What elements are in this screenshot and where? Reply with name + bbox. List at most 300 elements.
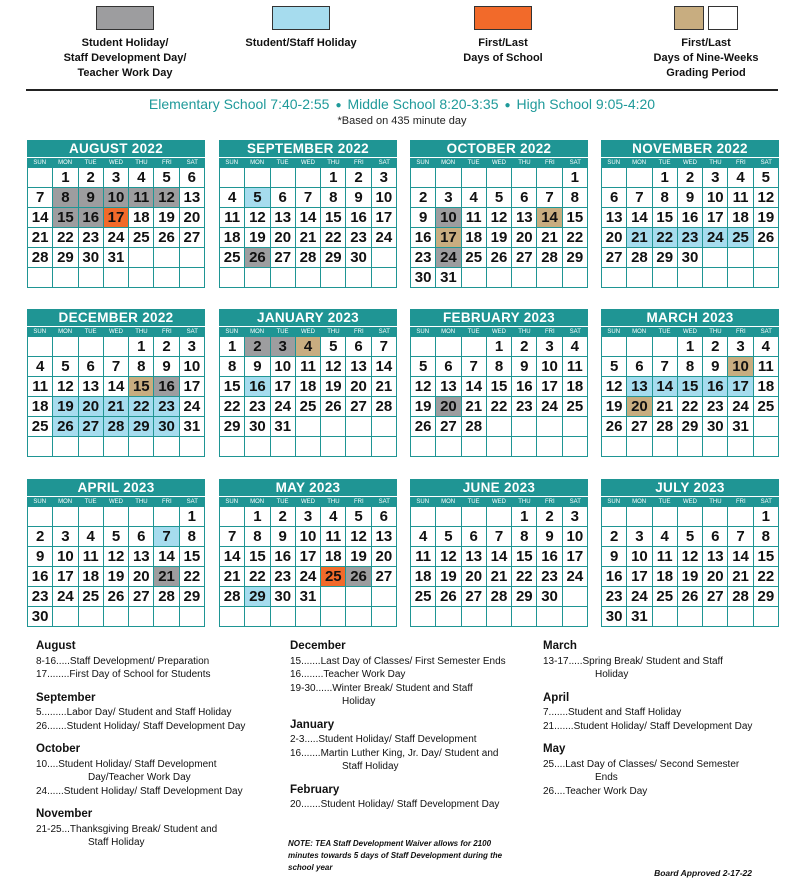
weekday-label: FRI — [736, 329, 746, 335]
calendar-empty-cell — [602, 507, 627, 527]
weekday-label: SUN — [33, 329, 47, 335]
calendar-empty-cell — [220, 168, 245, 188]
calendar-empty-cell — [627, 268, 652, 288]
calendar-empty-cell — [728, 268, 753, 288]
calendar-day: 3 — [372, 168, 397, 188]
calendar-empty-cell — [372, 437, 397, 457]
calendar-empty-cell — [653, 607, 678, 627]
calendar-day: 27 — [703, 587, 728, 607]
calendar-empty-cell — [346, 268, 371, 288]
calendar-day: 12 — [487, 208, 512, 228]
calendar-empty-cell — [180, 607, 205, 627]
calendar-day: 3 — [296, 507, 321, 527]
calendar-empty-cell — [653, 268, 678, 288]
calendar-day: 9 — [703, 357, 728, 377]
calendar-day: 8 — [487, 357, 512, 377]
calendar-day: 6 — [602, 188, 627, 208]
day-grid — [410, 336, 588, 457]
calendar-day: 20 — [462, 567, 487, 587]
calendar-day: 7 — [627, 188, 652, 208]
calendar-day: 9 — [512, 357, 537, 377]
calendar-day: 25 — [296, 397, 321, 417]
calendar-day: 28 — [154, 587, 179, 607]
weekday-label: WED — [682, 499, 697, 505]
calendar-day: 2 — [512, 337, 537, 357]
calendar-empty-cell — [129, 607, 154, 627]
calendar-day: 28 — [220, 587, 245, 607]
calendar-day: 17 — [728, 377, 753, 397]
calendar-day: 20 — [436, 397, 461, 417]
note-line: Staff Holiday — [342, 761, 399, 772]
calendar-empty-cell — [372, 587, 397, 607]
calendar-day: 30 — [703, 417, 728, 437]
legend-label: Staff Development Day/ — [63, 52, 187, 64]
calendar-empty-cell — [563, 268, 588, 288]
calendar-empty-cell — [563, 587, 588, 607]
calendar-day: 11 — [411, 547, 436, 567]
calendar-day: 30 — [602, 607, 627, 627]
note-section — [543, 692, 783, 734]
month-title: MAY 2023 — [219, 479, 397, 496]
calendar-day: 1 — [220, 337, 245, 357]
month-title: JUNE 2023 — [410, 479, 588, 496]
calendar-empty-cell — [53, 437, 78, 457]
calendar-day: 7 — [154, 527, 179, 547]
calendar-day: 18 — [28, 397, 53, 417]
calendar-empty-cell — [321, 417, 346, 437]
calendar-day: 7 — [296, 188, 321, 208]
calendar-day: 9 — [411, 208, 436, 228]
calendar-day: 24 — [563, 567, 588, 587]
calendar-day: 16 — [678, 208, 703, 228]
day-grid — [27, 336, 205, 457]
month-title: OCTOBER 2022 — [410, 140, 588, 157]
calendar-day: 1 — [512, 507, 537, 527]
calendar-empty-cell — [703, 507, 728, 527]
calendar-day: 4 — [296, 337, 321, 357]
schedule-footnote: *Based on 435 minute day — [337, 115, 467, 127]
calendar-empty-cell — [512, 437, 537, 457]
calendar-day: 21 — [296, 228, 321, 248]
calendar-empty-cell — [512, 168, 537, 188]
calendar-day: 12 — [602, 377, 627, 397]
calendar-empty-cell — [154, 268, 179, 288]
calendar-day: 13 — [180, 188, 205, 208]
calendar-day: 28 — [537, 248, 562, 268]
waiver-note: NOTE: TEA Staff Development Waiver allows for 2100 minutes towards 5 days of Staff Development during the school year — [288, 839, 503, 872]
weekday-label: WED — [491, 329, 506, 335]
calendar-day: 6 — [180, 168, 205, 188]
calendar-day: 11 — [321, 527, 346, 547]
calendar-empty-cell — [678, 437, 703, 457]
calendar-day: 29 — [220, 417, 245, 437]
calendar-day: 15 — [220, 377, 245, 397]
calendar-day: 3 — [436, 188, 461, 208]
weekday-label: SAT — [569, 499, 581, 505]
calendar-day: 22 — [653, 228, 678, 248]
weekday-label: FRI — [736, 160, 746, 166]
calendar-empty-cell — [512, 268, 537, 288]
elementary-hours: Elementary School 7:40-2:55 — [148, 96, 330, 112]
month-calendar — [219, 479, 397, 627]
calendar-empty-cell — [154, 437, 179, 457]
calendar-day: 8 — [653, 188, 678, 208]
calendar-day: 8 — [321, 188, 346, 208]
calendar-day: 15 — [53, 208, 78, 228]
calendar-day: 30 — [537, 587, 562, 607]
calendar-day: 23 — [678, 228, 703, 248]
calendar-empty-cell — [271, 168, 296, 188]
calendar-day: 1 — [53, 168, 78, 188]
note-line: 16.......Martin Luther King, Jr. Day/ Student and — [290, 747, 499, 759]
weekday-label: SAT — [186, 160, 198, 166]
note-line: 10....Student Holiday/ Staff Development — [36, 758, 217, 770]
weekday-label: SUN — [416, 329, 430, 335]
calendar-day: 11 — [563, 357, 588, 377]
weekday-label: WED — [108, 160, 123, 166]
calendar-empty-cell — [271, 607, 296, 627]
note-line: 2-3.....Student Holiday/ Staff Development — [290, 734, 477, 745]
legend-label: Days of School — [463, 52, 543, 64]
calendar-day: 21 — [627, 228, 652, 248]
calendar-day: 11 — [28, 377, 53, 397]
weekday-label: FRI — [545, 499, 555, 505]
calendar-empty-cell — [627, 437, 652, 457]
legend-label: Days of Nine-Weeks — [653, 52, 759, 64]
calendar-day: 11 — [129, 188, 154, 208]
calendar-day: 15 — [129, 377, 154, 397]
calendar-empty-cell — [79, 607, 104, 627]
calendar-day: 27 — [129, 587, 154, 607]
high-hours: High School 9:05-4:20 — [516, 96, 656, 112]
weekday-label: WED — [491, 160, 506, 166]
calendar-day: 13 — [627, 377, 652, 397]
calendar-day: 20 — [512, 228, 537, 248]
calendar-day: 21 — [728, 567, 753, 587]
note-section — [36, 743, 276, 798]
calendar-day: 31 — [180, 417, 205, 437]
calendar-day: 3 — [53, 527, 78, 547]
calendar-day: 31 — [436, 268, 461, 288]
calendar-day: 5 — [602, 357, 627, 377]
calendar-day: 3 — [104, 168, 129, 188]
calendar-day: 29 — [563, 248, 588, 268]
note-section — [36, 640, 276, 682]
calendar-day: 25 — [411, 587, 436, 607]
note-line: Ends — [595, 772, 618, 783]
note-line: 13-17.....Spring Break/ Student and Staff — [543, 655, 723, 667]
weekday-label: TUE — [467, 160, 480, 166]
calendar-empty-cell — [728, 248, 753, 268]
calendar-day: 18 — [653, 567, 678, 587]
calendar-day: 8 — [180, 527, 205, 547]
month-calendar — [410, 479, 588, 627]
note-line: Holiday — [342, 696, 376, 707]
weekday-label: THU — [709, 329, 722, 335]
calendar-day: 9 — [346, 188, 371, 208]
weekday-label: THU — [709, 160, 722, 166]
calendar-day: 9 — [28, 547, 53, 567]
calendar-day: 14 — [653, 377, 678, 397]
calendar-day: 26 — [678, 587, 703, 607]
calendar-day: 10 — [372, 188, 397, 208]
calendar-day: 17 — [436, 228, 461, 248]
note-line: 25....Last Day of Classes/ Second Semester — [543, 758, 740, 770]
calendar-day: 16 — [537, 547, 562, 567]
calendar-day: 28 — [372, 397, 397, 417]
calendar-day: 3 — [563, 507, 588, 527]
calendar-day: 4 — [321, 507, 346, 527]
calendar-day: 14 — [104, 377, 129, 397]
calendar-day: 17 — [104, 208, 129, 228]
calendar-day: 18 — [79, 567, 104, 587]
note-month: December — [290, 640, 346, 652]
calendar-empty-cell — [462, 507, 487, 527]
weekday-label: SAT — [760, 329, 772, 335]
note-line: 20.......Student Holiday/ Staff Development Day — [290, 799, 500, 810]
weekday-label: SUN — [33, 160, 47, 166]
calendar-day: 7 — [728, 527, 753, 547]
calendar-day: 28 — [627, 248, 652, 268]
calendar-day: 7 — [462, 357, 487, 377]
calendar-day: 5 — [53, 357, 78, 377]
calendar-empty-cell — [602, 268, 627, 288]
note-month: January — [290, 718, 335, 731]
calendar-day: 11 — [728, 188, 753, 208]
calendar-day: 12 — [53, 377, 78, 397]
calendar-empty-cell — [271, 437, 296, 457]
legend-swatch-gray — [96, 6, 154, 30]
weekday-label: WED — [300, 160, 315, 166]
calendar-empty-cell — [462, 268, 487, 288]
calendar-day: 30 — [79, 248, 104, 268]
calendar-empty-cell — [180, 437, 205, 457]
notes-column-3 — [543, 640, 783, 808]
calendar-day: 15 — [245, 547, 270, 567]
weekday-label: SUN — [225, 160, 239, 166]
calendar-day: 23 — [537, 567, 562, 587]
note-month: May — [543, 743, 566, 755]
calendar-day: 2 — [602, 527, 627, 547]
calendar-day: 17 — [53, 567, 78, 587]
weekday-label: TUE — [658, 160, 671, 166]
calendar-day: 18 — [129, 208, 154, 228]
day-grid — [410, 506, 588, 627]
calendar-empty-cell — [245, 268, 270, 288]
calendar-day: 7 — [372, 337, 397, 357]
calendar-day: 23 — [703, 397, 728, 417]
calendar-day: 25 — [563, 397, 588, 417]
calendar-empty-cell — [346, 587, 371, 607]
calendar-day: 15 — [321, 208, 346, 228]
calendar-day: 17 — [271, 377, 296, 397]
calendar-empty-cell — [487, 417, 512, 437]
calendar-day: 10 — [296, 527, 321, 547]
calendar-empty-cell — [678, 607, 703, 627]
legend-label: First/Last — [478, 37, 528, 49]
calendar-empty-cell — [296, 417, 321, 437]
calendar-day: 12 — [321, 357, 346, 377]
calendar-day: 7 — [28, 188, 53, 208]
calendar-day: 20 — [180, 208, 205, 228]
calendar-day: 9 — [154, 357, 179, 377]
calendar-day: 24 — [703, 228, 728, 248]
calendar-day: 8 — [53, 188, 78, 208]
weekday-label: MON — [250, 160, 265, 166]
weekday-label: WED — [682, 329, 697, 335]
calendar-empty-cell — [129, 507, 154, 527]
calendar-empty-cell — [245, 607, 270, 627]
calendar-day: 26 — [53, 417, 78, 437]
calendar-day: 21 — [462, 397, 487, 417]
calendar-day: 24 — [296, 567, 321, 587]
calendar-day: 18 — [321, 547, 346, 567]
calendar-day: 22 — [220, 397, 245, 417]
calendar-empty-cell — [512, 607, 537, 627]
calendar-day: 20 — [703, 567, 728, 587]
note-section — [290, 784, 530, 812]
calendar-day: 28 — [296, 248, 321, 268]
calendar-day: 12 — [154, 188, 179, 208]
calendar-empty-cell — [678, 507, 703, 527]
calendar-day: 19 — [602, 397, 627, 417]
calendar-day: 4 — [129, 168, 154, 188]
weekday-label: WED — [300, 329, 315, 335]
calendar-empty-cell — [436, 437, 461, 457]
weekday-label: WED — [108, 329, 123, 335]
weekday-label: THU — [518, 499, 531, 505]
calendar-empty-cell — [372, 248, 397, 268]
calendar-day: 15 — [512, 547, 537, 567]
calendar-empty-cell — [411, 437, 436, 457]
calendar-day: 8 — [245, 527, 270, 547]
calendar-empty-cell — [462, 168, 487, 188]
calendar-empty-cell — [411, 168, 436, 188]
month-calendar — [601, 309, 779, 457]
calendar-empty-cell — [220, 268, 245, 288]
divider — [26, 89, 778, 91]
weekday-label: FRI — [162, 329, 172, 335]
calendar-day: 17 — [703, 208, 728, 228]
calendar-empty-cell — [28, 337, 53, 357]
calendar-empty-cell — [703, 607, 728, 627]
calendar-day: 26 — [754, 228, 779, 248]
weekday-label: FRI — [354, 329, 364, 335]
calendar-day: 14 — [728, 547, 753, 567]
calendar-day: 27 — [79, 417, 104, 437]
calendar-empty-cell — [653, 337, 678, 357]
calendar-day: 19 — [53, 397, 78, 417]
calendar-empty-cell — [627, 507, 652, 527]
note-line: 26.......Student Holiday/ Staff Development Day — [36, 720, 246, 732]
calendar-day: 23 — [79, 228, 104, 248]
calendar-day: 21 — [28, 228, 53, 248]
weekday-label: WED — [682, 160, 697, 166]
weekday-header — [410, 326, 588, 336]
calendar-day: 1 — [653, 168, 678, 188]
calendar-day: 13 — [79, 377, 104, 397]
middle-hours: Middle School 8:20-3:35 — [347, 96, 499, 112]
calendar-empty-cell — [296, 168, 321, 188]
weekday-label: MON — [632, 499, 647, 505]
calendar-empty-cell — [28, 437, 53, 457]
weekday-label: MON — [441, 160, 456, 166]
calendar-day: 20 — [602, 228, 627, 248]
calendar-day: 12 — [346, 527, 371, 547]
calendar-empty-cell — [728, 507, 753, 527]
calendar-empty-cell — [653, 437, 678, 457]
calendar-day: 20 — [346, 377, 371, 397]
calendar-empty-cell — [220, 607, 245, 627]
calendar-day: 31 — [627, 607, 652, 627]
calendar-empty-cell — [462, 337, 487, 357]
legend — [0, 0, 804, 92]
calendar-day: 9 — [678, 188, 703, 208]
calendar-empty-cell — [53, 607, 78, 627]
calendar-day: 9 — [537, 527, 562, 547]
calendar-day: 14 — [462, 377, 487, 397]
calendar-day: 27 — [346, 397, 371, 417]
calendar-day: 16 — [245, 377, 270, 397]
calendar-day: 8 — [129, 357, 154, 377]
weekday-label: SAT — [569, 160, 581, 166]
legend-label: Student/Staff Holiday — [245, 37, 357, 49]
month-calendar — [27, 309, 205, 457]
weekday-header — [27, 157, 205, 167]
calendar-day: 12 — [245, 208, 270, 228]
calendar-empty-cell — [346, 437, 371, 457]
calendar-day: 26 — [104, 587, 129, 607]
calendar-day: 16 — [271, 547, 296, 567]
calendar-day: 5 — [346, 507, 371, 527]
weekday-label: FRI — [354, 499, 364, 505]
note-section — [543, 640, 783, 682]
calendar-empty-cell — [537, 417, 562, 437]
calendar-day: 19 — [104, 567, 129, 587]
calendar-day: 24 — [372, 228, 397, 248]
calendar-day: 21 — [537, 228, 562, 248]
calendar-day: 12 — [436, 547, 461, 567]
note-line: 24......Student Holiday/ Staff Development Day — [36, 785, 243, 797]
calendar-day: 7 — [104, 357, 129, 377]
weekday-label: SUN — [607, 160, 621, 166]
legend-label: Grading Period — [666, 67, 746, 79]
calendar-empty-cell — [104, 268, 129, 288]
calendar-day: 2 — [28, 527, 53, 547]
calendar-day: 2 — [79, 168, 104, 188]
calendar-day: 11 — [296, 357, 321, 377]
calendar-day: 30 — [271, 587, 296, 607]
note-month: April — [543, 691, 570, 704]
calendar-day: 25 — [28, 417, 53, 437]
calendar-empty-cell — [372, 268, 397, 288]
calendar-day: 13 — [512, 208, 537, 228]
calendar-day: 27 — [602, 248, 627, 268]
calendar-day: 29 — [321, 248, 346, 268]
calendar-day: 8 — [678, 357, 703, 377]
weekday-label: SUN — [607, 499, 621, 505]
weekday-label: MON — [250, 329, 265, 335]
calendar-day: 11 — [754, 357, 779, 377]
calendar-day: 21 — [653, 397, 678, 417]
calendar-day: 21 — [220, 567, 245, 587]
calendar-day: 14 — [372, 357, 397, 377]
calendar-empty-cell — [245, 437, 270, 457]
calendar-day: 6 — [372, 507, 397, 527]
note-line: 17........First Day of School for Students — [36, 669, 211, 680]
legend-label: Student Holiday/ — [81, 37, 169, 49]
calendar-day: 5 — [487, 188, 512, 208]
